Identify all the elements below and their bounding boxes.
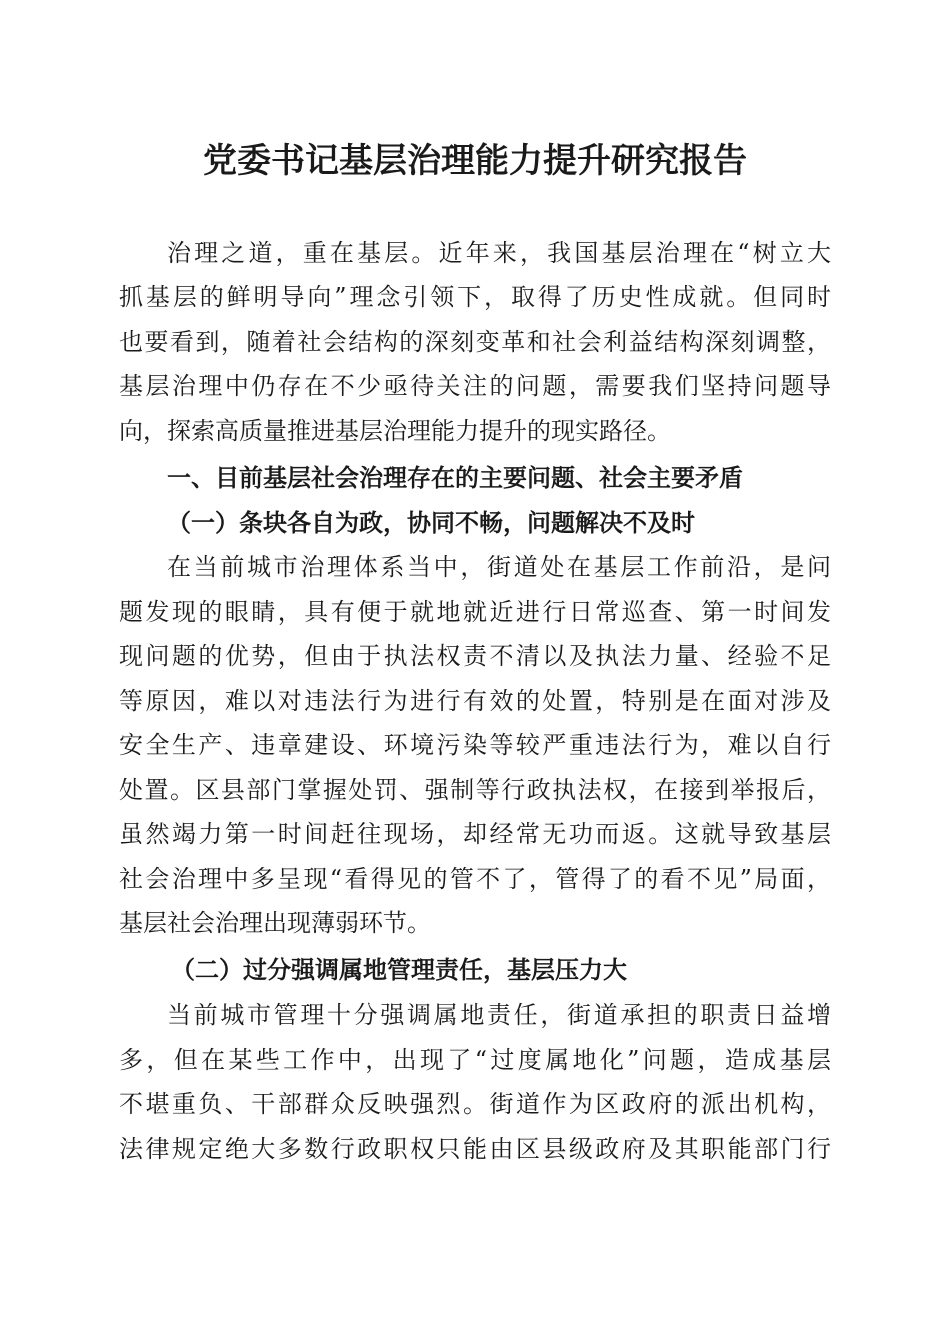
text-line: 向，探索高质量推进基层治理能力提升的现实路径。: [119, 417, 671, 445]
text-line: 当前城市管理十分强调属地责任，街道承担的职责日益增: [167, 1001, 831, 1029]
subsection-heading-1: （一）条块各自为政，协同不畅，问题解决不及时: [167, 508, 695, 537]
text-line: 基层社会治理出现薄弱环节。: [119, 909, 431, 937]
text-line: 社会治理中多呈现“看得见的管不了，管得了的看不见”局面，: [119, 865, 831, 893]
text-line: 不堪重负、干部群众反映强烈。街道作为区政府的派出机构，: [119, 1090, 831, 1118]
text-line: 治理之道，重在基层。近年来，我国基层治理在“树立大: [167, 239, 831, 267]
text-line: 也要看到，随着社会结构的深刻变革和社会利益结构深刻调整，: [119, 328, 831, 356]
subsection-heading-2: （二）过分强调属地管理责任，基层压力大: [171, 955, 627, 984]
text-line: 在当前城市治理体系当中，街道处在基层工作前沿，是问: [167, 553, 831, 581]
text-line: 等原因，难以对违法行为进行有效的处置，特别是在面对涉及: [119, 687, 831, 715]
text-line: 处置。区县部门掌握处罚、强制等行政执法权，在接到举报后，: [119, 776, 831, 804]
text-line: 抓基层的鲜明导向”理念引领下，取得了历史性成就。但同时: [119, 283, 831, 311]
text-line: 多，但在某些工作中，出现了“过度属地化”问题，造成基层: [119, 1046, 831, 1074]
text-line: 现问题的优势，但由于执法权责不清以及执法力量、经验不足: [119, 642, 831, 670]
text-line: 安全生产、违章建设、环境污染等较严重违法行为，难以自行: [119, 731, 831, 759]
section-heading-1: 一、目前基层社会治理存在的主要问题、社会主要矛盾: [167, 464, 743, 492]
text-line: 法律规定绝大多数行政职权只能由区县级政府及其职能部门行: [119, 1135, 831, 1163]
text-line: 基层治理中仍存在不少亟待关注的问题，需要我们坚持问题导: [119, 372, 831, 400]
text-line: 题发现的眼睛，具有便于就地就近进行日常巡查、第一时间发: [119, 598, 831, 626]
document-title: 党委书记基层治理能力提升研究报告: [203, 141, 747, 181]
text-line: 虽然竭力第一时间赶往现场，却经常无功而返。这就导致基层: [119, 820, 831, 848]
